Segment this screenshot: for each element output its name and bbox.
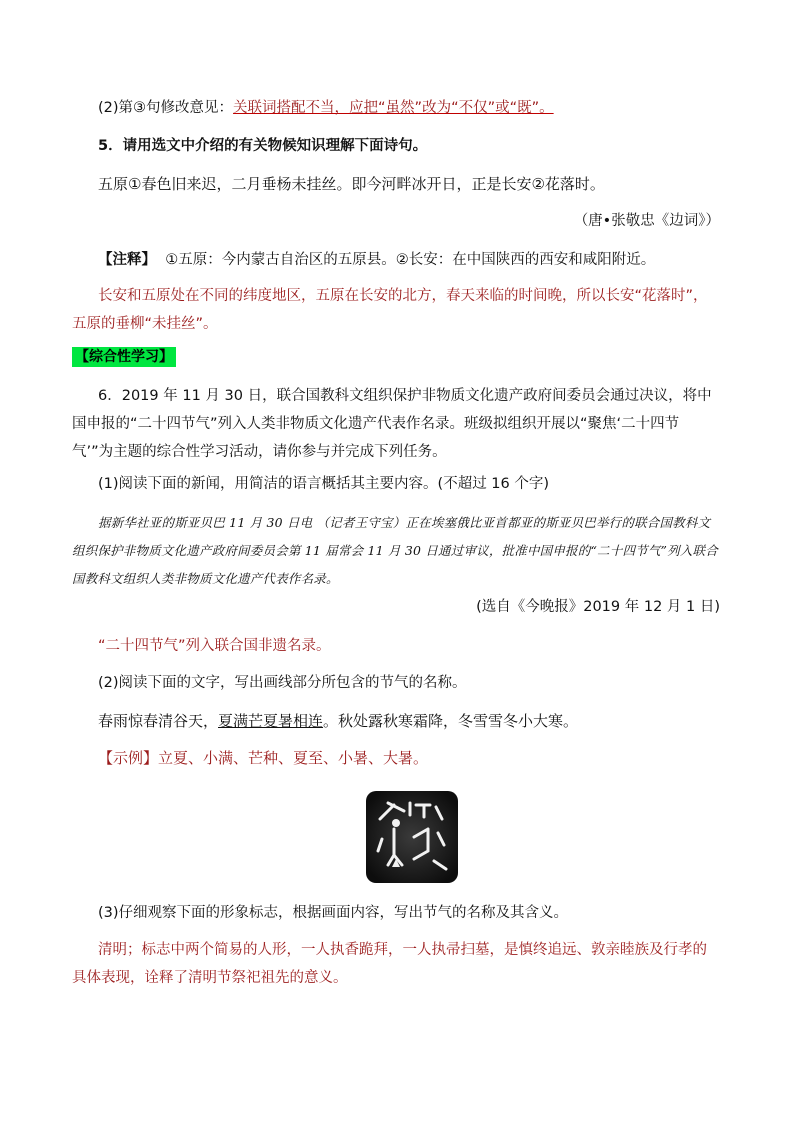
q2-prefix: (2)第③句修改意见： <box>98 100 234 116</box>
example-label: 【示例】 <box>98 749 159 767</box>
note-label: 【注释】 <box>98 252 156 268</box>
q6-sub3: (3)仔细观察下面的形象标志，根据画面内容，写出节气的名称及其含义。 <box>98 905 569 921</box>
answer3: 清明；标志中两个简易的人形，一人执香跪拜，一人执帚扫墓，是慎终追远、敦亲睦族及行孝的具体表现，诠释了清明节祭祀祖先的意义。 <box>72 942 707 986</box>
note-text: ①五原：今内蒙古自治区的五原县。②长安：在中国陕西的西安和咸阳附近。 <box>165 252 656 268</box>
verse-line <box>98 711 720 731</box>
q5-title-text: 5．请用选文中介绍的有关物候知识理解下面诗句。 <box>98 138 428 154</box>
news-source: (选自《今晚报》2019 年 12 月 1 日) <box>476 599 720 615</box>
q5-source: （唐•张敬忠《边词》） <box>573 213 720 229</box>
example-text: 立夏、小满、芒种、夏至、小暑、大暑。 <box>158 749 429 767</box>
q5-note <box>98 250 720 270</box>
verse-underlined: 夏满芒夏暑相连 <box>218 712 324 730</box>
seal-icon <box>364 789 460 885</box>
q6-sub1: (1)阅读下面的新闻，用简洁的语言概括其主要内容。(不超过 16 个字) <box>98 476 550 492</box>
verse-b: 。秋处露秋寒霜降，冬雪雪冬小大寒。 <box>323 712 579 730</box>
example-line <box>98 748 720 768</box>
q5-title <box>98 136 720 156</box>
verse-a: 春雨惊春清谷天， <box>98 712 219 730</box>
q2-answer: 关联词搭配不当，应把“虽然”改为“不仅”或“既”。 <box>233 100 554 116</box>
q5-poem: 五原①春色旧来迟，二月垂杨未挂丝。即今河畔冰开日，正是长安②花落时。 <box>98 175 605 193</box>
news-excerpt: 据新华社亚的斯亚贝巴 11 月 30 日电 （记者王守宝）正在埃塞俄比亚首都亚的斯亚贝巴举行的联合国教科文组织保护非物质文化遗产政府间委员会第 11 届常会 11 月 30 日通过审议，批准中国申报的“二十四节气”列入联合国教科文组织人类非物质文化遗产代表作名录。 <box>72 515 718 586</box>
section-tag: 【综合性学习】 <box>72 347 176 367</box>
answer1: “二十四节气”列入联合国非遗名录。 <box>98 638 331 654</box>
q6-sub2: (2)阅读下面的文字，写出画线部分所包含的节气的名称。 <box>98 675 467 691</box>
q2-revision-line <box>98 98 720 118</box>
q6-intro: 6．2019 年 11 月 30 日，联合国教科文组织保护非物质文化遗产政府间委员会通过决议，将中国申报的“二十四节气”列入人类非物质文化遗产代表作名录。班级拟组织开展以“聚焦‘二十四节气’”为主题的综合性学习活动，请你参与并完成下列任务。 <box>72 388 712 460</box>
q5-answer: 长安和五原处在不同的纬度地区，五原在长安的北方，春天来临的时间晚，所以长安“花落时”，五原的垂柳“未挂丝”。 <box>72 288 708 332</box>
qingming-seal-logo <box>364 789 460 885</box>
